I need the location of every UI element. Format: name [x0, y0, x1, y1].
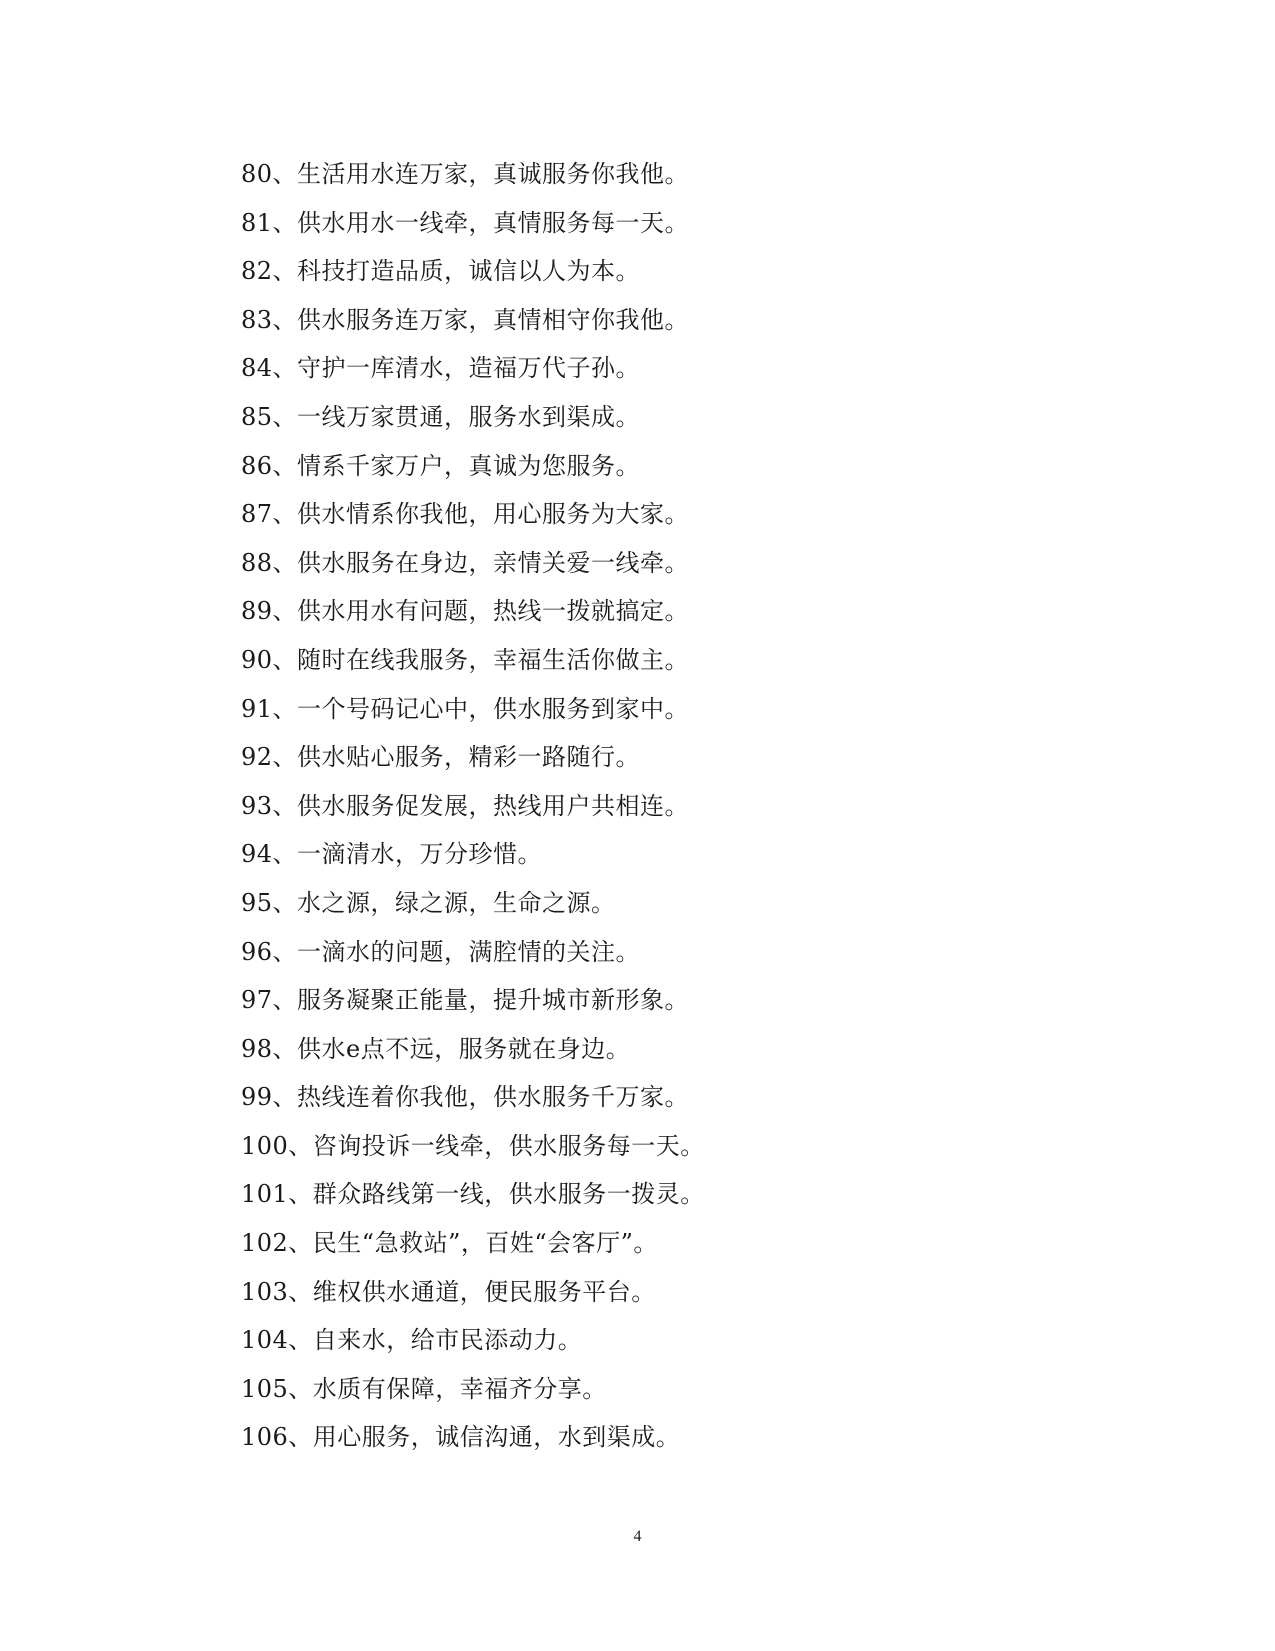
slogan-line: 87、供水情系你我他，用心服务为大家。: [241, 500, 690, 529]
slogan-line: 102、民生“急救站”，百姓“会客厅”。: [241, 1229, 658, 1258]
slogan-line: 92、供水贴心服务，精彩一路随行。: [241, 743, 641, 772]
slogan-list: [241, 156, 705, 1468]
slogan-line: 91、一个号码记心中，供水服务到家中。: [241, 694, 690, 723]
slogan-line: 88、供水服务在身边，亲情关爱一线牵。: [241, 548, 690, 577]
slogan-line: 106、用心服务，诚信沟通，水到渠成。: [241, 1423, 681, 1452]
slogan-line: 104、自来水，给市民添动力。: [241, 1326, 583, 1355]
slogan-line: 101、群众路线第一线，供水服务一拨灵。: [241, 1180, 705, 1209]
slogan-line: 80、生活用水连万家，真诚服务你我他。: [241, 160, 690, 188]
slogan-line: 90、随时在线我服务，幸福生活你做主。: [241, 645, 690, 674]
slogan-line: 83、供水服务连万家，真情相守你我他。: [241, 305, 690, 334]
slogan-line: 103、维权供水通道，便民服务平台。: [241, 1277, 656, 1306]
slogan-line: 97、服务凝聚正能量，提升城市新形象。: [241, 986, 690, 1015]
slogan-line: 95、水之源，绿之源，生命之源。: [241, 888, 616, 917]
slogan-line: 105、水质有保障，幸福齐分享。: [241, 1374, 607, 1403]
slogan-line: 86、情系千家万户，真诚为您服务。: [241, 451, 641, 480]
slogan-line: 99、热线连着你我他，供水服务千万家。: [241, 1083, 690, 1112]
slogan-line: 89、供水用水有问题，热线一拨就搞定。: [241, 597, 690, 626]
slogan-line: 94、一滴清水，万分珍惜。: [241, 840, 543, 869]
page-number: 4: [633, 1528, 642, 1545]
slogan-line: 82、科技打造品质，诚信以人为本。: [241, 257, 641, 286]
slogan-line: 84、守护一库清水，造福万代子孙。: [241, 354, 641, 383]
slogan-line: 96、一滴水的问题，满腔情的关注。: [241, 937, 641, 966]
slogan-line: 81、供水用水一线牵，真情服务每一天。: [241, 208, 690, 237]
slogan-line: 100、咨询投诉一线牵，供水服务每一天。: [241, 1131, 705, 1160]
slogan-line: 93、供水服务促发展，热线用户共相连。: [241, 791, 690, 820]
slogan-line: 85、一线万家贯通，服务水到渠成。: [241, 402, 641, 431]
slogan-line: 98、供水e点不远，服务就在身边。: [241, 1034, 631, 1063]
